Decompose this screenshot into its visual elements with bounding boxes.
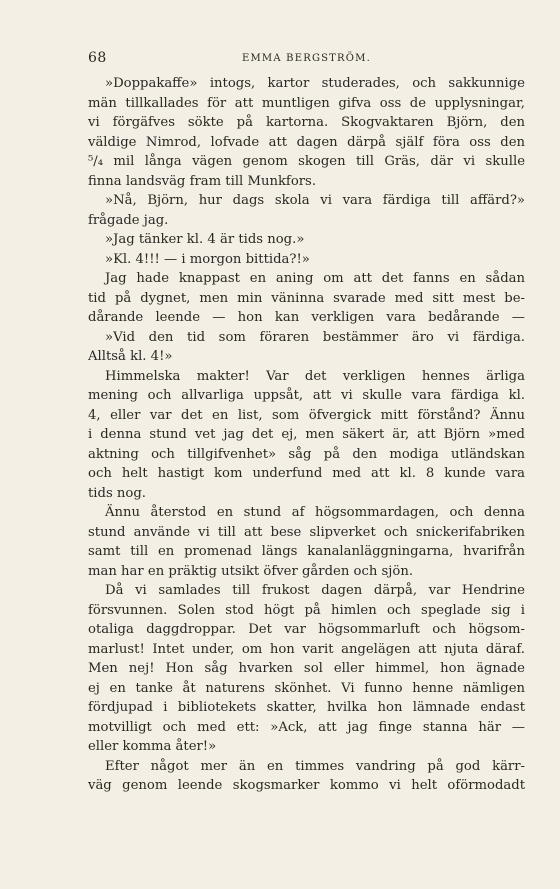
text-line: Men nej! Hon såg hvarken sol eller himmel, hon ägnade <box>88 661 525 676</box>
text-line: i denna stund vet jag det ej, men säkert är, att Björn »med <box>88 427 525 442</box>
text-line: Jag hade knappast en aning om att det fanns en sådan <box>105 271 525 286</box>
page-number: 68 <box>88 50 107 66</box>
text-line: man har en präktig utsikt öfver gården och sjön. <box>88 563 414 579</box>
text-line: Efter något mer än en timmes vandring på god kärr- <box>105 758 525 774</box>
text-line: dårande leende — hon kan verkligen vara bedårande — <box>88 310 525 325</box>
text-line: väldige Nimrod, lofvade att dagen därpå själf föra oss den <box>88 134 525 150</box>
page-header <box>88 50 525 70</box>
text-line: frågade jag. <box>88 212 169 228</box>
text-line: marlust! Intet under, om hon varit angelägen att njuta däraf. <box>88 641 525 657</box>
text-line: samt till en promenad längs kanalanläggningarna, hvarifrån <box>88 544 525 559</box>
text-line: stund använde vi till att bese slipverket och snickerifabriken <box>88 524 525 540</box>
text-line: 4, eller var det en list, som öfvergick mitt förstånd? Ännu <box>88 407 525 423</box>
text-line: Himmelska makter! Var det verkligen hennes ärliga <box>105 368 525 384</box>
text-line: vi förgäfves sökte på kartorna. Skogvaktaren Björn, den <box>88 115 525 130</box>
text-line: »Jag tänker kl. 4 är tids nog.» <box>105 232 305 247</box>
text-line: »Doppakaffe» intogs, kartor studerades, och sakkunnige <box>105 76 525 91</box>
text-line: tids nog. <box>88 485 146 501</box>
text-line: »Nå, Björn, hur dags skola vi vara färdiga till affärd?» <box>105 193 525 208</box>
text-line: eller komma åter!» <box>88 739 217 754</box>
text-line: aktning och tillgifvenhet» såg på den modiga utländskan <box>88 446 525 462</box>
text-line: »Kl. 4!!! — i morgon bittida?!» <box>105 251 310 267</box>
text-line: otaliga daggdroppar. Det var högsommarluft och högsom- <box>88 622 525 637</box>
text-line: mening och allvarliga uppsåt, att vi skulle vara färdiga kl. <box>88 388 525 403</box>
text-line: fördjupad i bibliotekets skatter, hvilka hon lämnade endast <box>88 700 525 715</box>
text-line: tid på dygnet, men min väninna svarade med sitt mest be- <box>88 290 525 306</box>
text-line: Då vi samlades till frukost dagen därpå, var Hendrine <box>105 583 525 598</box>
text-line: väg genom leende skogsmarker kommo vi helt oförmodadt <box>88 778 525 793</box>
text-line: Ännu återstod en stund af högsommardagen, och denna <box>105 505 525 520</box>
text-line: Alltså kl. 4!» <box>88 349 173 364</box>
text-line: motvilligt och med ett: »Ack, att jag finge stanna här — <box>88 719 525 735</box>
text-line: och helt hastigt kom underfund med att kl. 8 kunde vara <box>88 466 525 481</box>
text-line: män tillkallades för att muntligen gifva oss de upplysningar, <box>88 95 525 111</box>
running-head: EMMA BERGSTRÖM. <box>241 53 371 64</box>
body-text <box>88 74 525 796</box>
text-line: ej en tanke åt naturens skönhet. Vi funno henne nämligen <box>88 680 525 696</box>
text-line: »Vid den tid som föraren bestämmer äro vi färdiga. <box>105 329 525 345</box>
text-line: ⁵/₄ mil långa vägen genom skogen till Gräs, där vi skulle <box>88 154 525 169</box>
text-line: försvunnen. Solen stod högt på himlen och speglade sig i <box>88 602 525 618</box>
text-line: finna landsväg fram till Munkfors. <box>88 173 317 189</box>
